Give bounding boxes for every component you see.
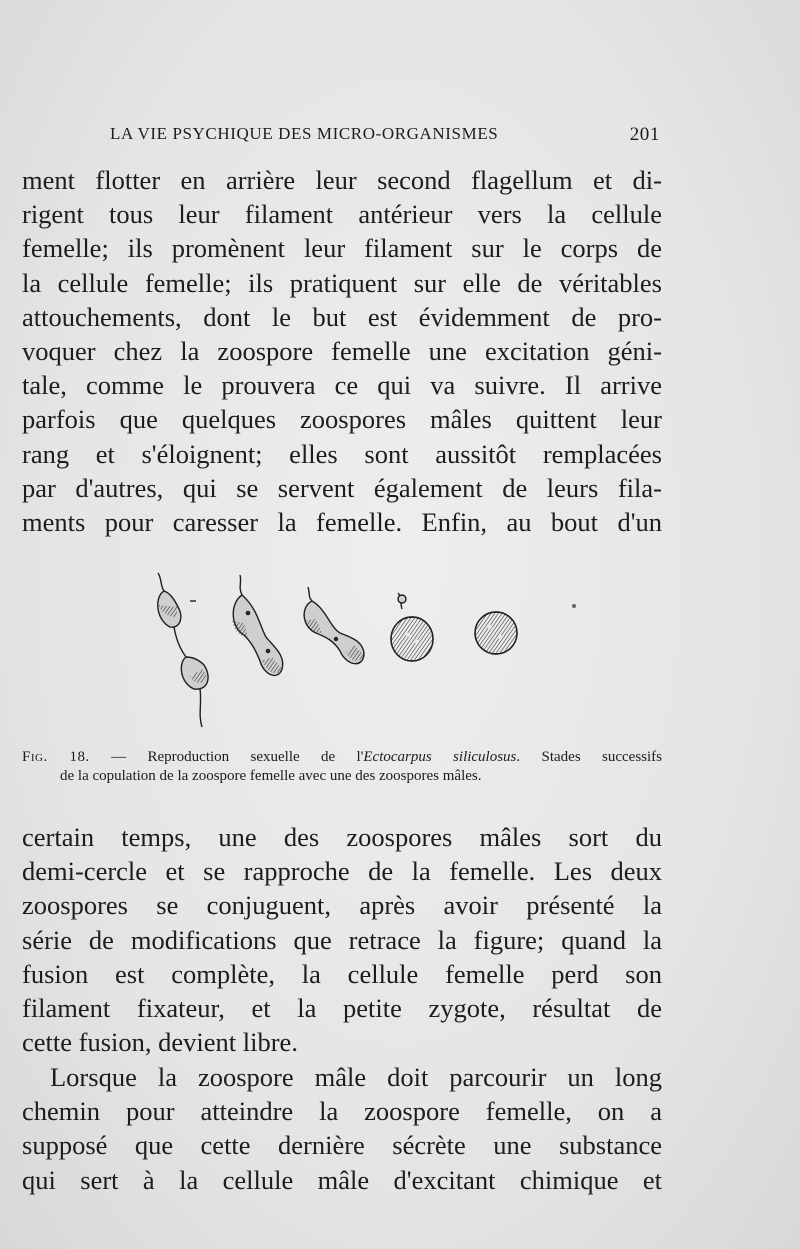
text-line: femelle; ils promènent leur filament sur le corps de bbox=[22, 233, 662, 264]
text-line: ments pour caresser la femelle. Enfin, au bout d'un bbox=[22, 506, 662, 537]
zoospore-illustration bbox=[140, 565, 540, 735]
text-line: filament fixateur, et la petite zygote, résultat de bbox=[22, 992, 662, 1023]
text-line: tale, comme le prouvera ce qui va suivre. Il arrive bbox=[22, 370, 662, 401]
running-title: LA VIE PSYCHIQUE DES MICRO-ORGANISMES bbox=[110, 124, 499, 143]
figure-label: Fig. 18. bbox=[22, 749, 90, 765]
text-line: qui sert à la cellule mâle d'excitant chimique et bbox=[22, 1164, 662, 1195]
text-line: supposé que cette dernière sécrète une substance bbox=[22, 1130, 662, 1161]
stage-1-zoospores bbox=[158, 573, 208, 727]
text-line: par d'autres, qui se servent également de leurs fila- bbox=[22, 472, 662, 503]
text-line: série de modifications que retrace la figure; quand la bbox=[22, 924, 662, 955]
stage-2-zoospores bbox=[232, 575, 283, 675]
stage-4-fusing-zoospore bbox=[391, 593, 433, 661]
text-line: ment flotter en arrière leur second flagellum et di- bbox=[22, 165, 662, 195]
species-name: Ectocarpus siliculosus bbox=[363, 749, 517, 765]
caption-text: — Reproduction sexuelle de l' bbox=[89, 749, 364, 765]
caption-line-1 bbox=[22, 748, 662, 767]
text-line: Lorsque la zoospore mâle doit parcourir un long bbox=[50, 1062, 662, 1092]
text-line: la cellule femelle; ils pratiquent sur elle de véritables bbox=[22, 267, 662, 298]
figure-caption bbox=[22, 748, 662, 786]
print-speck bbox=[572, 604, 576, 608]
text-line: attouchements, dont le but est évidemment de pro- bbox=[22, 301, 662, 332]
text-line: rigent tous leur filament antérieur vers la cellule bbox=[22, 199, 662, 230]
paragraph-continued bbox=[22, 163, 662, 539]
paragraph-new bbox=[22, 1060, 662, 1197]
text-line: fusion est complète, la cellule femelle perd son bbox=[22, 958, 662, 989]
text-line: cette fusion, devient libre. bbox=[22, 1027, 298, 1058]
text-line: demi-cercle et se rapproche de la femelle. Les deux bbox=[22, 856, 662, 887]
text-line: rang et s'éloignent; elles sont aussitôt remplacées bbox=[22, 438, 662, 469]
page-number: 201 bbox=[629, 124, 660, 145]
caption-line-2: de la copulation de la zoospore femelle avec une des zoospores mâles. bbox=[60, 768, 482, 784]
stage-3-zoospores bbox=[304, 587, 364, 664]
paragraph-after-figure bbox=[22, 820, 662, 1059]
text-line: certain temps, une des zoospores mâles sort du bbox=[22, 822, 662, 852]
stage-5-zygote bbox=[475, 612, 517, 654]
caption-text: . Stades successifs bbox=[516, 749, 663, 765]
text-line: voquer chez la zoospore femelle une excitation géni- bbox=[22, 335, 662, 366]
text-line: zoospores se conjuguent, après avoir présenté la bbox=[22, 890, 662, 921]
text-line: chemin pour atteindre la zoospore femelle, on a bbox=[22, 1096, 662, 1127]
running-header bbox=[110, 124, 660, 148]
text-line: parfois que quelques zoospores mâles quittent leur bbox=[22, 404, 662, 435]
